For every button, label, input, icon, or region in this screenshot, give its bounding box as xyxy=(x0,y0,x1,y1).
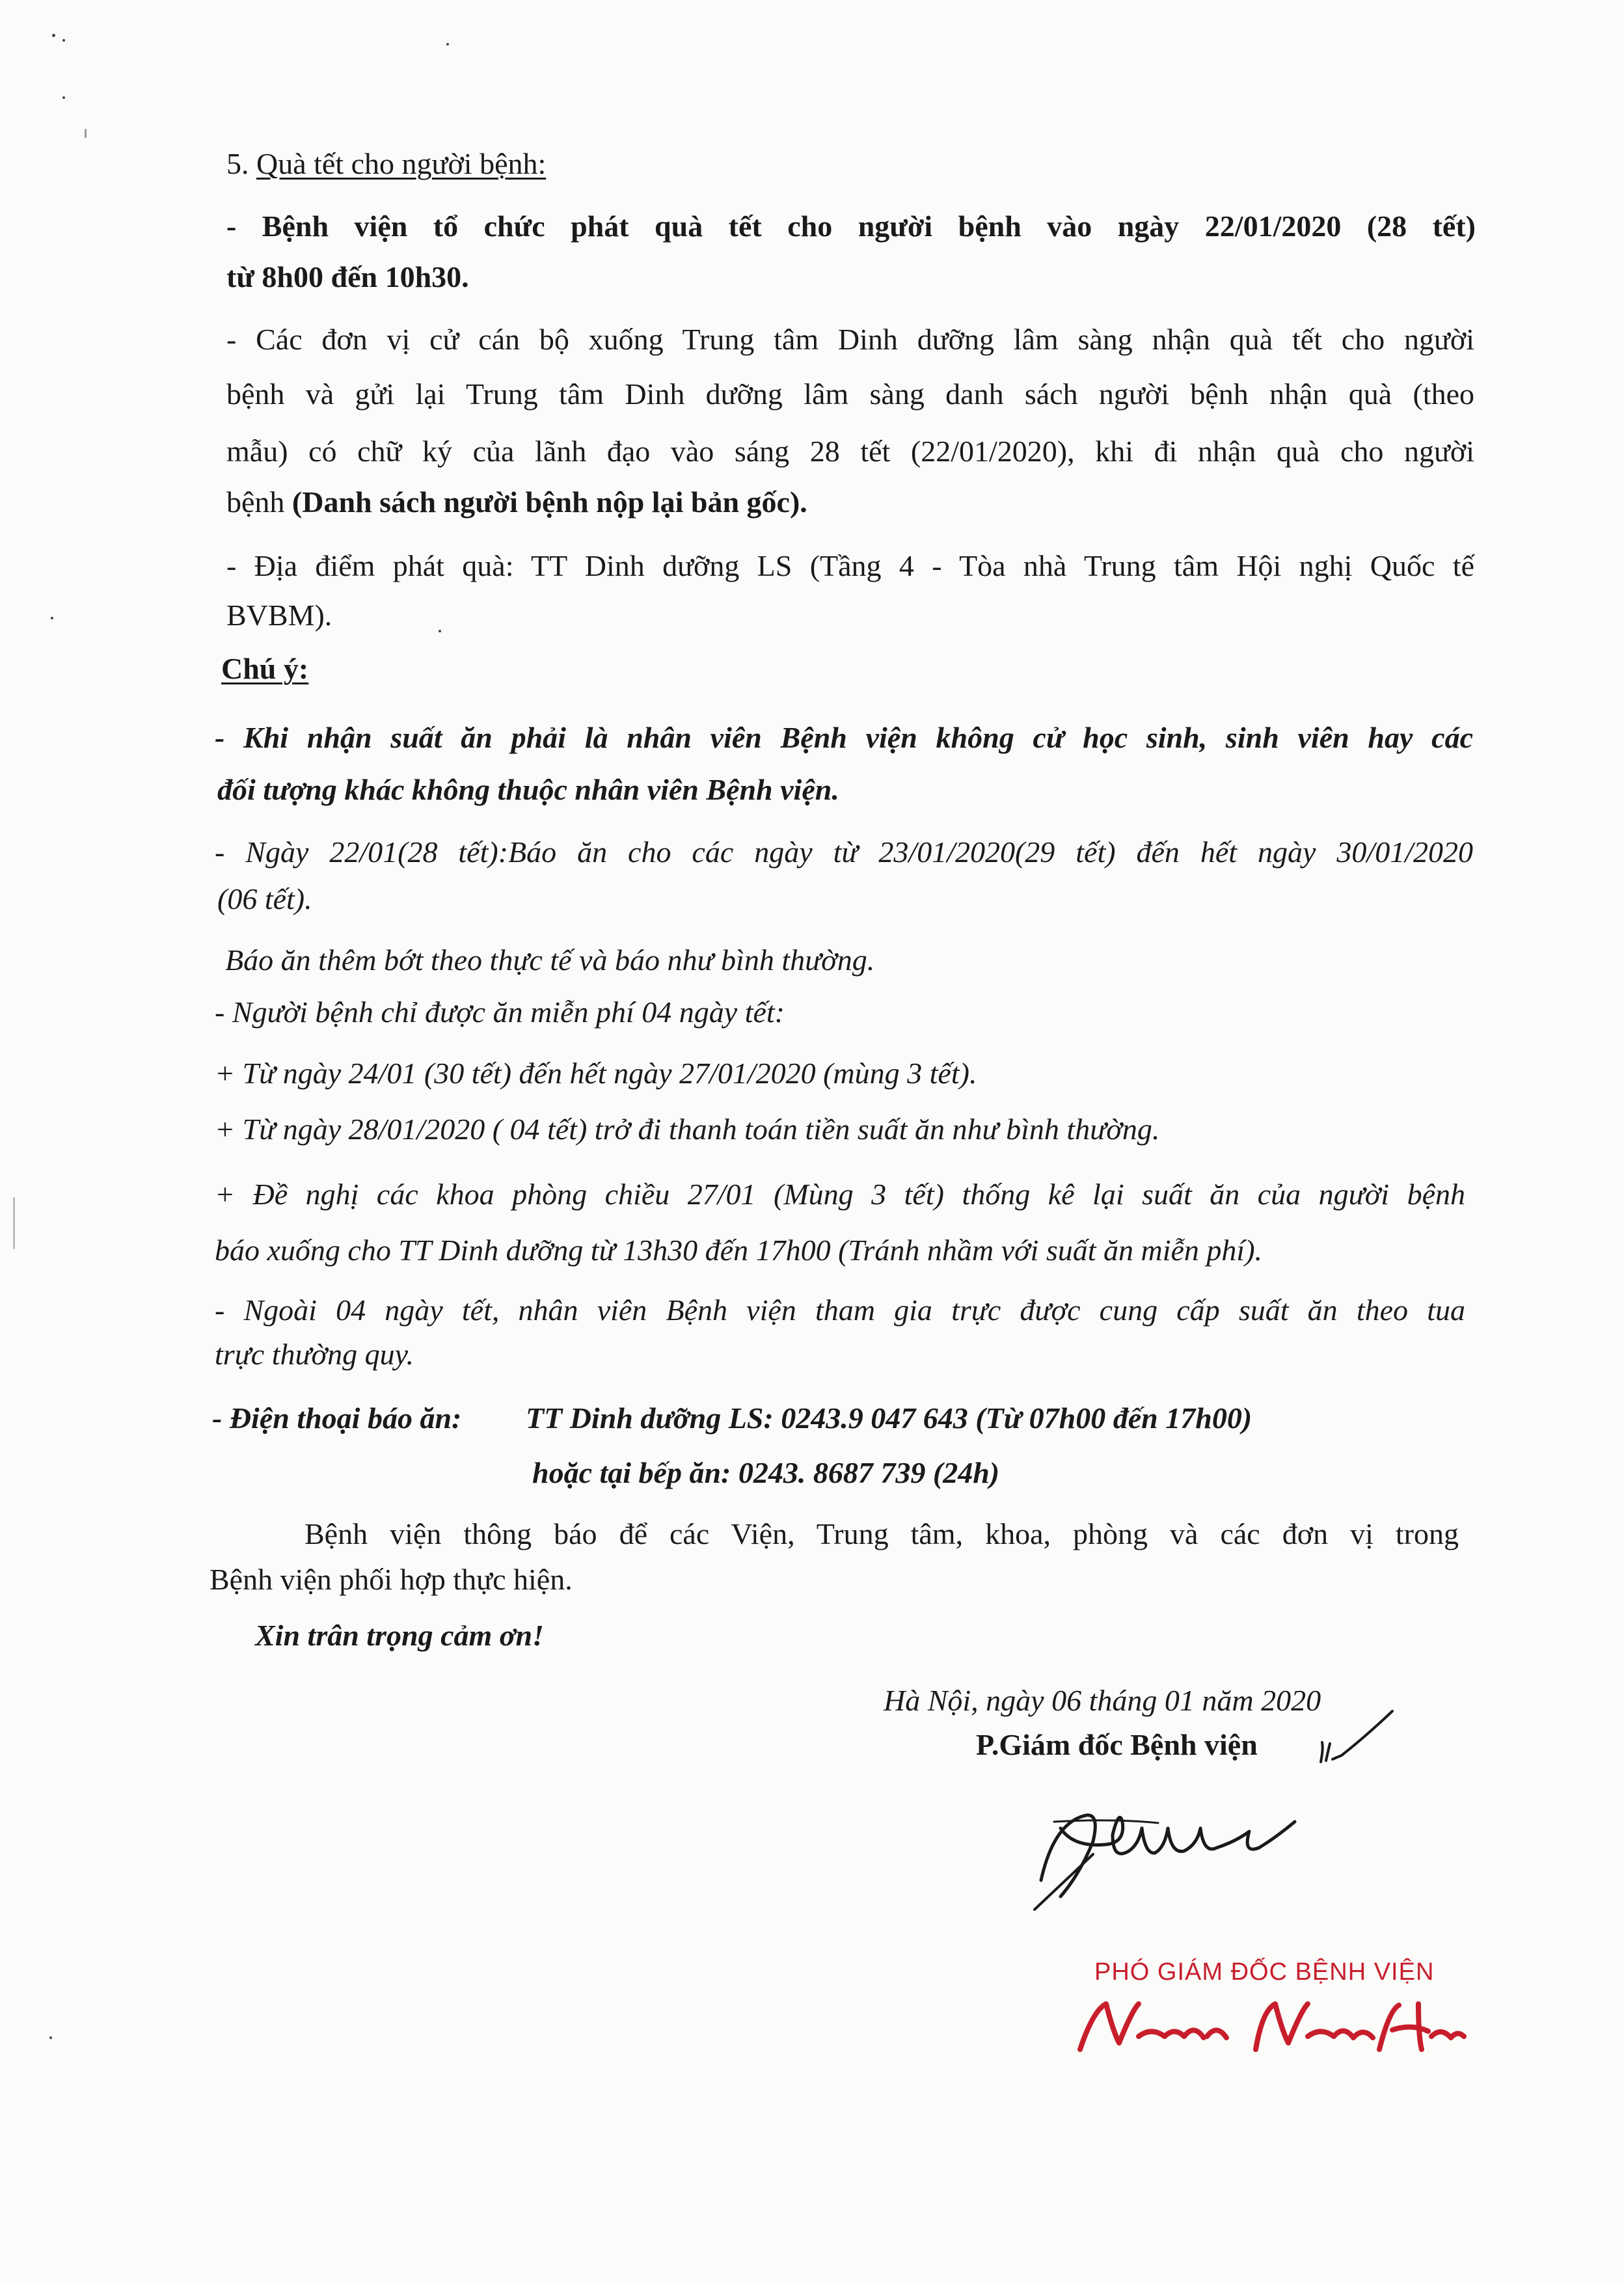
statistics-line-2: báo xuống cho TT Dinh dưỡng từ 13h30 đến 17h00 (Tránh nhầm với suất ăn miễn phí). xyxy=(215,1234,1263,1267)
section-title: Quà tết cho người bệnh: xyxy=(256,147,547,180)
scan-speck xyxy=(439,630,441,632)
section-heading xyxy=(226,144,546,183)
closing-line-1: Bệnh viện thông báo để các Viện, Trung tâm, khoa, phòng và các đơn vị trong xyxy=(304,1517,1459,1550)
closing-line-2: Bệnh viện phối hợp thực hiện. xyxy=(210,1563,573,1596)
meal-adjust-line: Báo ăn thêm bớt theo thực tế và báo như bình thường. xyxy=(225,943,875,977)
paid-period-line: + Từ ngày 28/01/2020 ( 04 tết) trở đi thanh toán tiền suất ăn như bình thường. xyxy=(215,1113,1160,1146)
stamp-title: PHÓ GIÁM ĐỐC BỆNH VIỆN xyxy=(1094,1958,1435,1986)
gift-date-line-2: từ 8h00 đến 10h30. xyxy=(226,260,469,293)
units-paragraph-text: bệnh xyxy=(226,485,292,519)
free-period-line: + Từ ngày 24/01 (30 tết) đến hết ngày 27/01/2020 (mùng 3 tết). xyxy=(215,1057,977,1090)
location-line-1: - Địa điểm phát quà: TT Dinh dưỡng LS (Tầng 4 - Tòa nhà Trung tâm Hội nghị Quốc tế xyxy=(226,549,1474,582)
section-number: 5. xyxy=(226,147,256,180)
units-paragraph-line-2: bệnh và gửi lại Trung tâm Dinh dưỡng lâm sàng danh sách người bệnh nhận quà (theo xyxy=(226,377,1474,411)
note-heading: Chú ý: xyxy=(221,652,309,685)
units-paragraph-line-1: - Các đơn vị cử cán bộ xuống Trung tâm Dinh dưỡng lâm sàng nhận quà tết cho người xyxy=(226,323,1474,356)
scan-speck xyxy=(62,96,65,99)
staff-only-line-2: đối tượng khác không thuộc nhân viên Bệnh viện. xyxy=(217,773,839,806)
thanks-line: Xin trân trọng cảm ơn! xyxy=(255,1619,544,1652)
scan-speck xyxy=(62,39,65,42)
handwritten-signature xyxy=(1015,1783,1314,1913)
original-list-note: (Danh sách người bệnh nộp lại bản gốc). xyxy=(291,485,807,519)
free-meal-line: - Người bệnh chỉ được ăn miễn phí 04 ngày tết: xyxy=(215,995,785,1029)
statistics-line-1: + Đề nghị các khoa phòng chiều 27/01 (Mùng 3 tết) thống kê lại suất ăn của người bệnh xyxy=(215,1178,1465,1211)
stamp-name-signature xyxy=(1067,1991,1470,2062)
gift-date-line-1: - Bệnh viện tổ chức phát quà tết cho người bệnh vào ngày 22/01/2020 (28 tết) xyxy=(226,209,1476,243)
phone-label: - Điện thoại báo ăn: xyxy=(212,1401,462,1435)
scan-speck xyxy=(13,1197,15,1249)
meal-report-line-1: - Ngày 22/01(28 tết):Báo ăn cho các ngày từ 23/01/2020(29 tết) đến hết ngày 30/01/2020 xyxy=(215,835,1473,869)
initial-mark xyxy=(1314,1703,1399,1781)
phone-clinic: TT Dinh dưỡng LS: 0243.9 047 643 (Từ 07h00 đến 17h00) xyxy=(526,1401,1252,1435)
scan-speck xyxy=(52,34,55,37)
meal-report-line-2: (06 tết). xyxy=(217,882,312,915)
duty-staff-line-1: - Ngoài 04 ngày tết, nhân viên Bệnh viện tham gia trực được cung cấp suất ăn theo tua xyxy=(215,1293,1465,1327)
scan-speck xyxy=(51,617,53,619)
signer-title: P.Giám đốc Bệnh viện xyxy=(976,1728,1258,1761)
scan-speck xyxy=(446,43,449,46)
location-line-2: BVBM). xyxy=(226,599,332,632)
units-paragraph-line-4 xyxy=(226,483,807,522)
scan-speck xyxy=(85,129,87,138)
scan-speck xyxy=(49,2036,52,2039)
phone-kitchen: hoặc tại bếp ăn: 0243. 8687 739 (24h) xyxy=(532,1456,1000,1489)
units-paragraph-line-3: mẫu) có chữ ký của lãnh đạo vào sáng 28 tết (22/01/2020), khi đi nhận quà cho người xyxy=(226,435,1474,468)
duty-staff-line-2: trực thường quy. xyxy=(215,1338,414,1371)
staff-only-line-1: - Khi nhận suất ăn phải là nhân viên Bệnh viện không cử học sinh, sinh viên hay các xyxy=(215,721,1473,754)
date-line: Hà Nội, ngày 06 tháng 01 năm 2020 xyxy=(884,1684,1321,1717)
